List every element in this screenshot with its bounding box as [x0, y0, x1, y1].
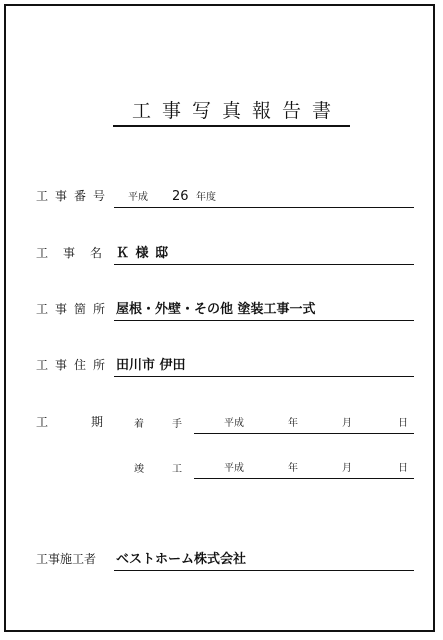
construction-number-field[interactable]: [114, 185, 414, 208]
title-block: [113, 98, 350, 127]
construction-number-year: 26: [172, 189, 189, 204]
period-start-day-unit: 日: [398, 418, 408, 429]
construction-number-label: 工事番号: [36, 189, 113, 203]
document-title: 工事写真報告書: [131, 100, 342, 122]
period-start-label: 着手: [134, 419, 210, 430]
row-period-end: [36, 457, 414, 479]
period-end-era: 平成: [224, 463, 244, 474]
construction-address-label: 工事住所: [36, 358, 113, 372]
period-end-field[interactable]: [194, 456, 414, 479]
contractor-label: 工事施工者: [36, 552, 97, 566]
construction-address-field[interactable]: [114, 354, 414, 377]
row-construction-location: [36, 299, 414, 321]
contractor-value: ベストホーム株式会社: [116, 552, 247, 567]
construction-address-value: 田川市 伊田: [116, 358, 186, 373]
construction-number-era: 平成: [128, 192, 148, 203]
period-start-year-unit: 年: [288, 418, 298, 429]
row-period-start: [36, 412, 414, 434]
period-start-era: 平成: [224, 418, 244, 429]
period-start-field[interactable]: [194, 411, 414, 434]
period-end-label: 竣工: [134, 464, 210, 475]
construction-name-label: 工事名: [36, 246, 118, 260]
row-contractor: [36, 549, 414, 571]
construction-location-label: 工事箇所: [36, 302, 113, 316]
construction-name-value: Ｋ 様 邸: [116, 246, 170, 261]
construction-number-suffix: 年度: [196, 192, 216, 203]
row-construction-number: [36, 186, 414, 208]
title-underline: [113, 125, 350, 127]
construction-name-field[interactable]: [114, 242, 414, 265]
contractor-field[interactable]: [114, 548, 414, 571]
construction-location-field[interactable]: [114, 298, 414, 321]
row-construction-name: [36, 243, 414, 265]
row-construction-address: [36, 355, 414, 377]
period-start-month-unit: 月: [342, 418, 352, 429]
period-end-month-unit: 月: [342, 463, 352, 474]
construction-location-value: 屋根・外壁・その他 塗装工事一式: [116, 302, 316, 317]
period-end-year-unit: 年: [288, 463, 298, 474]
period-end-day-unit: 日: [398, 463, 408, 474]
period-label: 工期: [36, 415, 147, 429]
